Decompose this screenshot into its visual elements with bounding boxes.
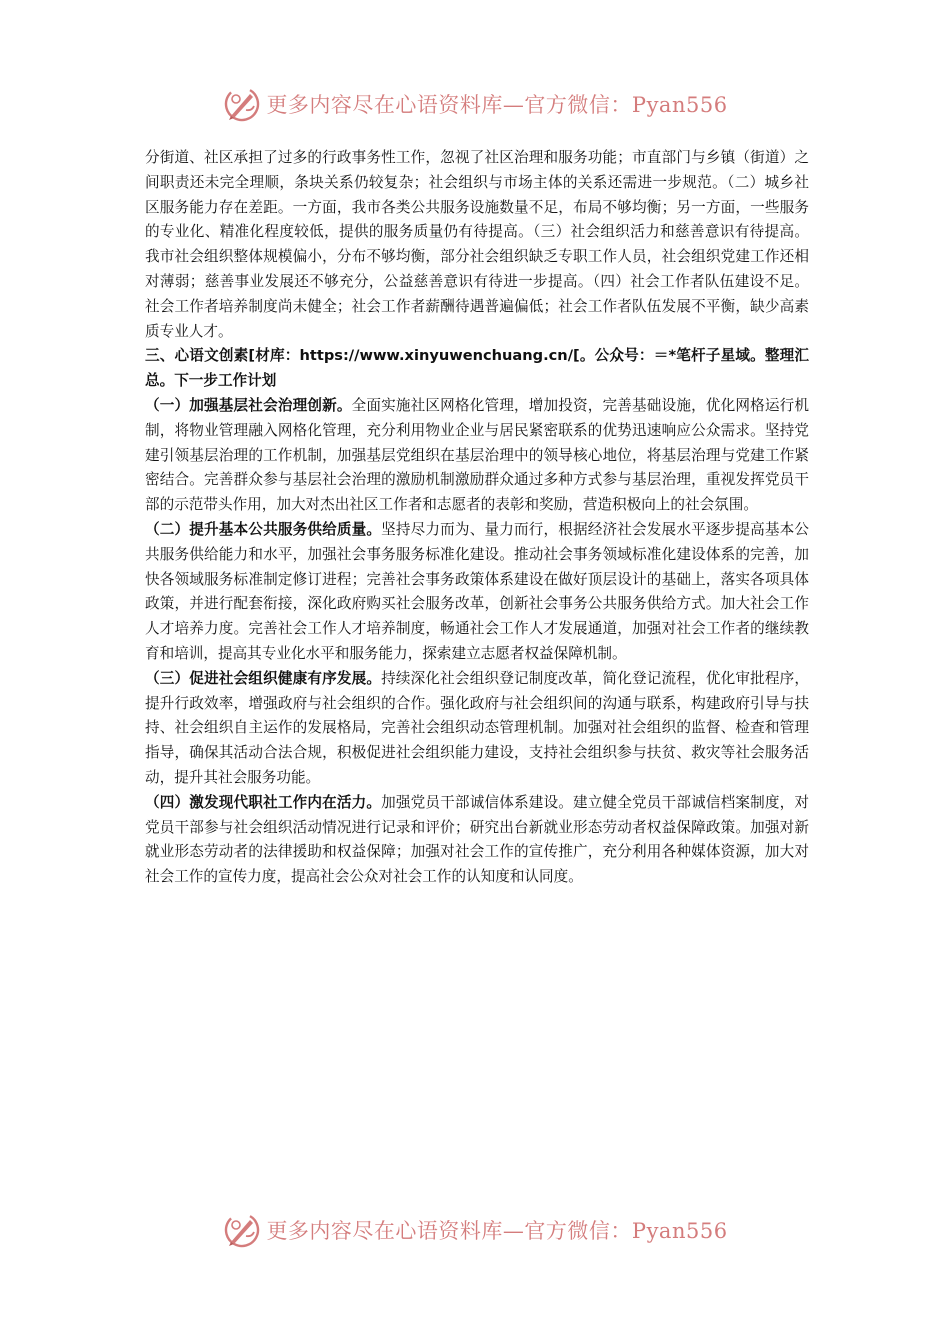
- item-2-title: （二）提升基本公共服务供给质量。: [145, 520, 382, 538]
- intro-paragraph: 分街道、社区承担了过多的行政事务性工作，忽视了社区治理和服务功能；市直部门与乡镇（街道）之间职责还未完全理顺，条块关系仍较复杂；社会组织与市场主体的关系还需进一步规范。（二）城乡社区服务能力存在差距。一方面，我市各类公共服务设施数量不足，布局不够均衡；另一方面，一些服务的专业化、精准化程度较低，提供的服务质量仍有待提高。（三）社会组织活力和慈善意识有待提高。我市社会组织整体规模偏小，分布不够均衡，部分社会组织缺乏专职工作人员，社会组织党建工作还相对薄弱；慈善事业发展还不够充分，公益慈善意识有待进一步提高。（四）社会工作者队伍建设不足。社会工作者培养制度尚未健全；社会工作者薪酬待遇普遍偏低；社会工作者队伍发展不平衡，缺少高素质专业人才。: [145, 149, 809, 340]
- work-plan-item-3: [145, 667, 809, 791]
- item-4-body: 加强党员干部诚信体系建设。建立健全党员干部诚信档案制度，对党员干部参与社会组织活动情况进行记录和评价；研究出台新就业形态劳动者权益保障政策。加强对新就业形态劳动者的法律援助和权益保障；加强对社会工作的宣传推广，充分利用各种媒体资源，加大对社会工作的宣传力度，提高社会公众对社会工作的认知度和认同度。: [145, 793, 809, 886]
- work-plan-item-1: [145, 394, 809, 518]
- header-banner-text: 更多内容尽在心语资料库—官方微信：Pyan556: [266, 93, 728, 117]
- pen-logo-icon: [222, 84, 262, 124]
- document-body: [145, 146, 809, 890]
- item-4-title: （四）激发现代职社工作内在活力。: [145, 793, 382, 811]
- item-3-body: 持续深化社会组织登记制度改革，简化登记流程，优化审批程序，提升行政效率，增强政府与社会组织的合作。强化政府与社会组织间的沟通与联系，构建政府引导与扶持、社会组织自主运作的发展格局，完善社会组织动态管理机制。加强对社会组织的监督、检查和管理指导，确保其活动合法合规，积极促进社会组织能力建设，支持社会组织参与扶贫、救灾等社会服务活动，提升其社会服务功能。: [145, 669, 809, 786]
- section-heading: 三、心语文创素[材库：https://www.xinyuwenchuang.cn/[。公众号：＝*笔杆子星域。整理汇总。下一步工作计划: [145, 347, 809, 390]
- work-plan-item-4: [145, 791, 809, 890]
- pen-logo-icon: [222, 1210, 262, 1250]
- header-banner: [0, 80, 950, 128]
- item-3-title: （三）促进社会组织健康有序发展。: [145, 669, 382, 687]
- work-plan-item-2: [145, 518, 809, 667]
- item-2-body: 坚持尽力而为、量力而行，根据经济社会发展水平逐步提高基本公共服务供给能力和水平，加强社会事务服务标准化建设。推动社会事务领域标准化建设体系的完善，加快各领域服务标准制定修订进程；完善社会事务政策体系建设在做好顶层设计的基础上，落实各项具体政策，并进行配套衔接，深化政府购买社会服务改革，创新社会事务公共服务供给方式。加大社会工作人才培养力度。完善社会工作人才培养制度，畅通社会工作人才发展通道，加强对社会工作者的继续教育和培训，提高其专业化水平和服务能力，探索建立志愿者权益保障机制。: [145, 520, 809, 662]
- item-1-title: （一）加强基层社会治理创新。: [145, 396, 352, 414]
- footer-banner-text: 更多内容尽在心语资料库—官方微信：Pyan556: [266, 1219, 728, 1243]
- item-1-body: 全面实施社区网格化管理，增加投资，完善基础设施，优化网格运行机制，将物业管理融入网格化管理，充分利用物业企业与居民紧密联系的优势迅速响应公众需求。坚持党建引领基层治理的工作机制，加强基层党组织在基层治理中的领导核心地位，将基层治理与党建工作紧密结合。完善群众参与基层社会治理的激励机制激励群众通过多种方式参与基层治理，重视发挥党员干部的示范带头作用，加大对杰出社区工作者和志愿者的表彰和奖励，营造积极向上的社会氛围。: [145, 396, 809, 514]
- footer-banner: [0, 1206, 950, 1254]
